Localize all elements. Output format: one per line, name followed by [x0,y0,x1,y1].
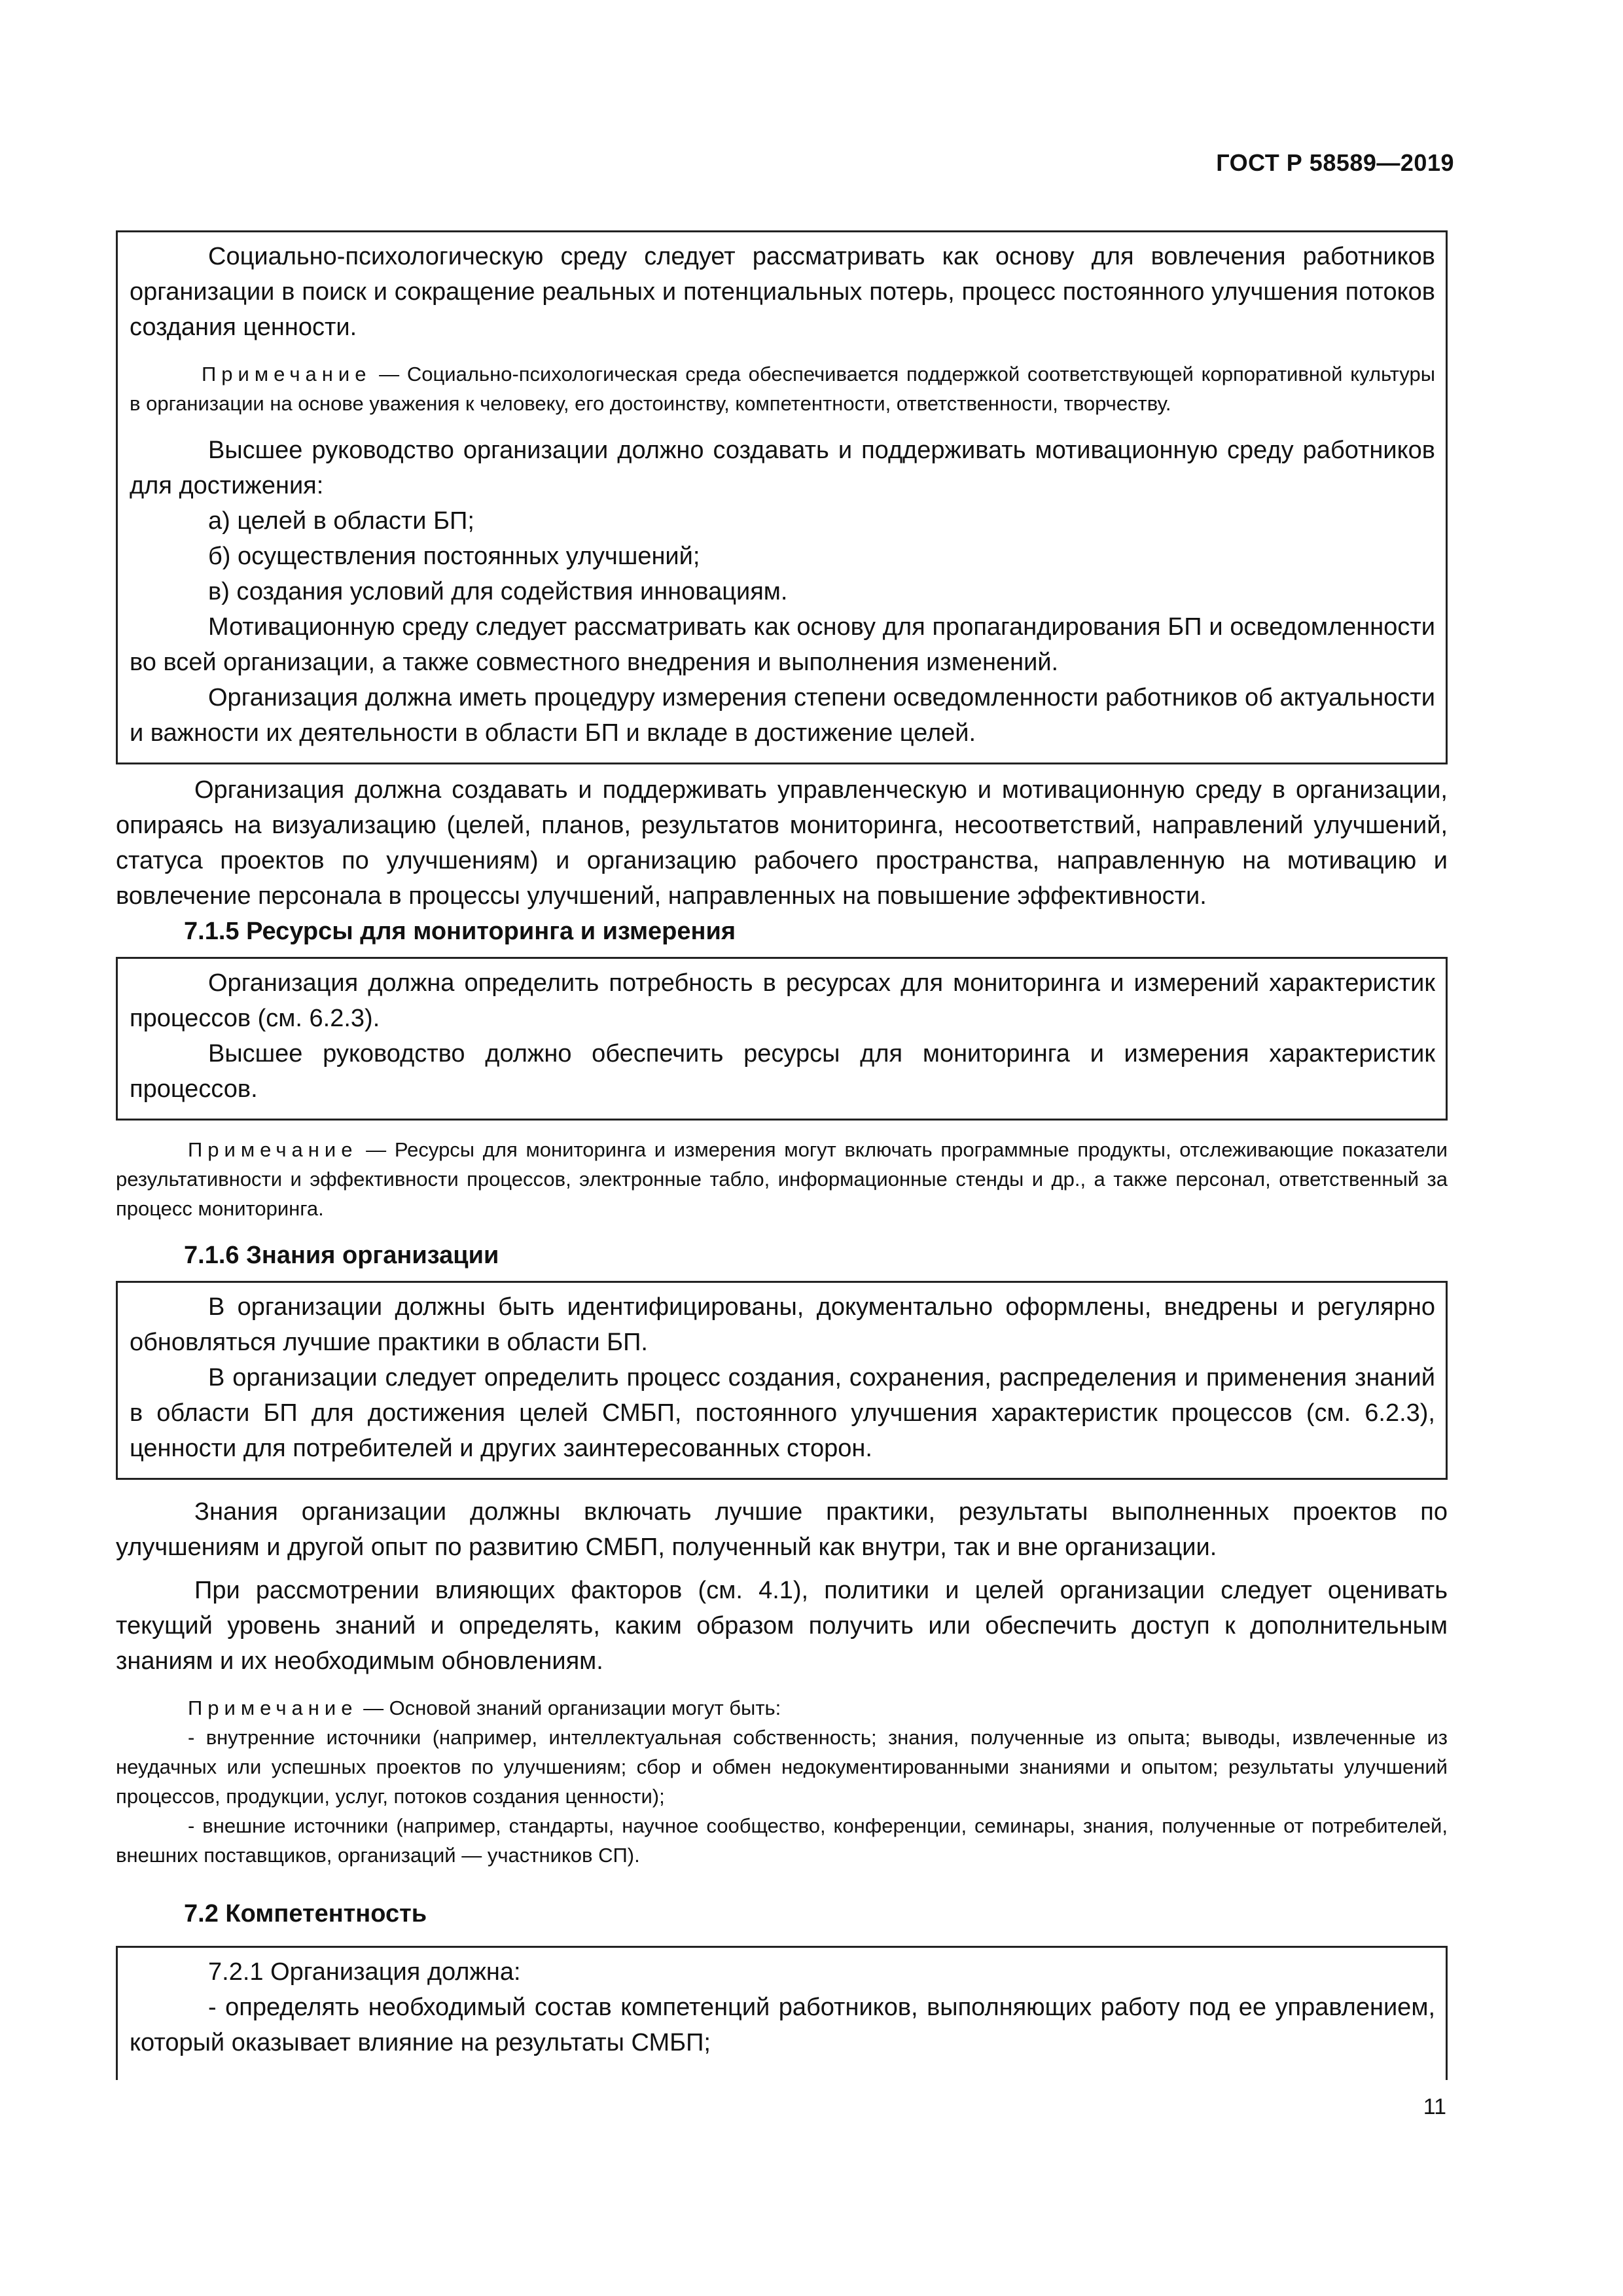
paragraph: Высшее руководство должно обеспечить ресурсы для мониторинга и измерения характеристик процессов. [130,1040,1435,1103]
page-number: 11 [1423,2094,1446,2119]
note-list-item: - внутренние источники (например, интеллектуальная собственность; знания, полученные из опыта; выводы, извлеченные из неудачных или успешных проектов по улучшениям; сбор и обмен недокументированными знаниями и опытом; результаты улучшений процессов, продукции, услуг, потоков создания ценности); [116,1726,1448,1808]
requirement-box-3 [116,1281,1448,1480]
paragraph: Социально-психологическую среду следует рассматривать как основу для вовлечения работников организации в поиск и сокращение реальных и потенциальных потерь, процесс постоянного улучшения потоков создания ценности. [130,243,1435,341]
note-label: Примечание [202,363,372,386]
paragraph: В организации должны быть идентифицированы, документально оформлены, внедрены и регулярно обновляться лучшие практики в области БП. [130,1293,1435,1356]
section-heading-7-1-6: 7.1.6 Знания организации [184,1242,499,1269]
paragraph: Организация должна иметь процедуру измерения степени осведомленности работников об актуальности и важности их деятельности в области БП и вкладе в достижение целей. [130,684,1435,747]
requirement-box-2 [116,957,1448,1121]
note-label: Примечание [188,1138,358,1161]
paragraph: Организация должна создавать и поддерживать управленческую и мотивационную среду в организации, опираясь на визуализацию (целей, планов, результатов мониторинга, несоответствий, направлений улучшений, статуса проектов по улучшениям) и организацию рабочего пространства, направленную на мотивацию и вовлечение персонала в процессы улучшений, направленных на повышение эффективности. [116,776,1448,910]
note [116,1135,1448,1223]
paragraph: В организации следует определить процесс создания, сохранения, распределения и применения знаний в области БП для достижения целей СМБП, постоянного улучшения характеристик процессов (см. 6.2.3), ценности для потребителей и других заинтересованных сторон. [130,1364,1435,1462]
list-item: а) целей в области БП; [208,507,474,535]
document-code: ГОСТ Р 58589—2019 [1216,149,1454,176]
note [130,359,1435,418]
requirement-box-1 [116,230,1448,764]
note-text: — Ресурсы для мониторинга и измерения могут включать программные продукты, отслеживающие показатели результативности и эффективности процессов, электронные табло, информационные стенды и др., а также персонал, ответственный за процесс мониторинга. [116,1138,1448,1220]
paragraph: Организация должна определить потребность в ресурсах для мониторинга и измерений характеристик процессов (см. 6.2.3). [130,969,1435,1032]
paragraph: При рассмотрении влияющих факторов (см. 4.1), политики и целей организации следует оценивать текущий уровень знаний и определять, каким образом получить или обеспечить доступ к дополнительным знаниям и их необходимым обновлениям. [116,1577,1448,1675]
note-text: — Социально-психологическая среда обеспечивается поддержкой соответствующей корпоративной культуры в организации на основе уважения к человеку, его достоинству, компетентности, ответственности, творчеству. [130,363,1435,415]
note [116,1693,1448,1723]
paragraph: 7.2.1 Организация должна: [208,1958,521,1986]
section-heading-7-2: 7.2 Компетентность [184,1900,427,1928]
note-label: Примечание [188,1696,358,1719]
note-list-item: - внешние источники (например, стандарты, научное сообщество, конференции, семинары, знания, полученные от потребителей, внешних поставщиков, организаций — участников СП). [116,1814,1448,1867]
note-text: — Основой знаний организации могут быть: [363,1696,781,1719]
section-heading-7-1-5: 7.1.5 Ресурсы для мониторинга и измерения [184,918,736,945]
requirement-box-4 [116,1946,1448,2080]
paragraph: - определять необходимый состав компетенций работников, выполняющих работу под ее управлением, который оказывает влияние на результаты СМБП; [130,1994,1435,2056]
paragraph: Знания организации должны включать лучшие практики, результаты выполненных проектов по улучшениям и другой опыт по развитию СМБП, полученный как внутри, так и вне организации. [116,1498,1448,1561]
list-item: б) осуществления постоянных улучшений; [208,543,700,570]
paragraph: Высшее руководство организации должно создавать и поддерживать мотивационную среду работников для достижения: [130,437,1435,499]
page-content [116,230,1448,2080]
list-item: в) создания условий для содействия инновациям. [208,578,788,605]
paragraph: Мотивационную среду следует рассматривать как основу для пропагандирования БП и осведомленности во всей организации, а также совместного внедрения и выполнения изменений. [130,613,1435,676]
